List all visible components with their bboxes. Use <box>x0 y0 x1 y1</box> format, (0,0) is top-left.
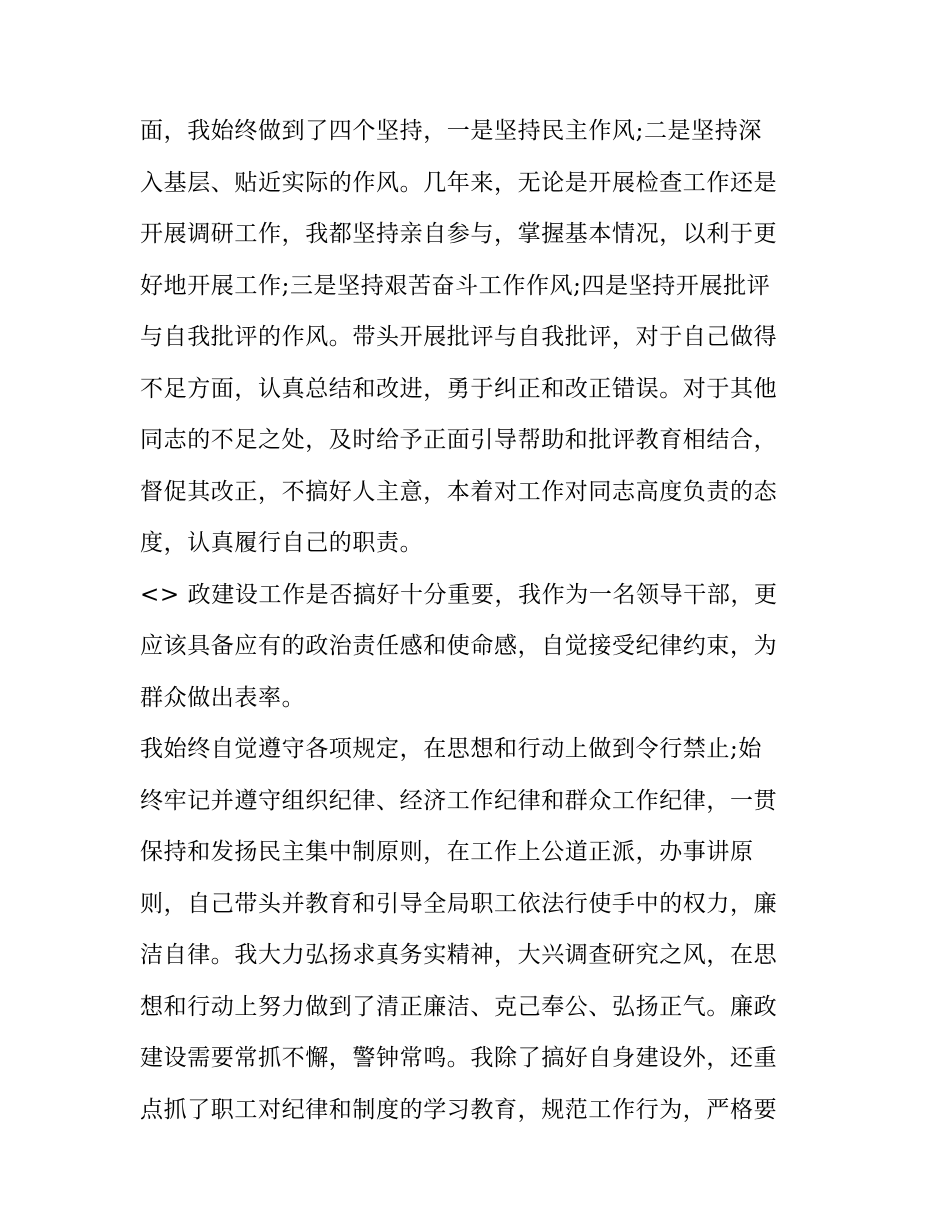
text-line: 面，我始终做到了四个坚持，一是坚持民主作风;二是坚持深 <box>140 118 762 144</box>
text-line: 群众做出表率。 <box>140 684 306 711</box>
document-body <box>140 106 830 1136</box>
text-line: 终牢记并遵守组织纪律、经济工作纪律和群众工作纪律，一贯 <box>140 787 778 814</box>
text-line: 入基层、贴近实际的作风。几年来，无论是开展检查工作还是 <box>140 169 778 196</box>
text-line: 与自我批评的作风。带头开展批评与自我批评，对于自己做得 <box>140 324 778 350</box>
text-line: 应该具备应有的政治责任感和使命感，自觉接受纪律约束，为 <box>140 633 778 659</box>
text-line: 我始终自觉遵守各项规定，在思想和行动上做到令行禁止;始 <box>140 736 762 762</box>
text-line: 则，自己带头并教育和引导全局职工依法行使手中的权力，廉 <box>140 890 778 917</box>
text-line: 好地开展工作;三是坚持艰苦奋斗工作作风;四是坚持开展批评 <box>140 272 771 299</box>
text-line: 不足方面，认真总结和改进，勇于纠正和改正错误。对于其他 <box>140 375 778 402</box>
text-line: 度，认真履行自己的职责。 <box>140 530 424 556</box>
text-line: 同志的不足之处，及时给予正面引导帮助和批评教育相结合， <box>140 427 778 453</box>
text-line: 开展调研工作，我都坚持亲自参与，掌握基本情况，以利于更 <box>140 221 778 247</box>
text-line: 保持和发扬民主集中制原则，在工作上公道正派，办事讲原 <box>140 839 754 865</box>
text-line: 建设需要常抓不懈，警钟常鸣。我除了搞好自身建设外，还重 <box>140 1045 778 1071</box>
text-line: 点抓了职工对纪律和制度的学习教育，规范工作行为，严格要 <box>140 1096 778 1123</box>
text-line: <> 政建设工作是否搞好十分重要，我作为一名领导干部，更 <box>140 581 778 608</box>
text-line: 督促其改正，不搞好人主意，本着对工作对同志高度负责的态 <box>140 478 778 505</box>
text-line: 想和行动上努力做到了清正廉洁、克己奉公、弘扬正气。廉政 <box>140 993 778 1020</box>
text-line: 洁自律。我大力弘扬求真务实精神，大兴调查研究之风，在思 <box>140 942 778 968</box>
